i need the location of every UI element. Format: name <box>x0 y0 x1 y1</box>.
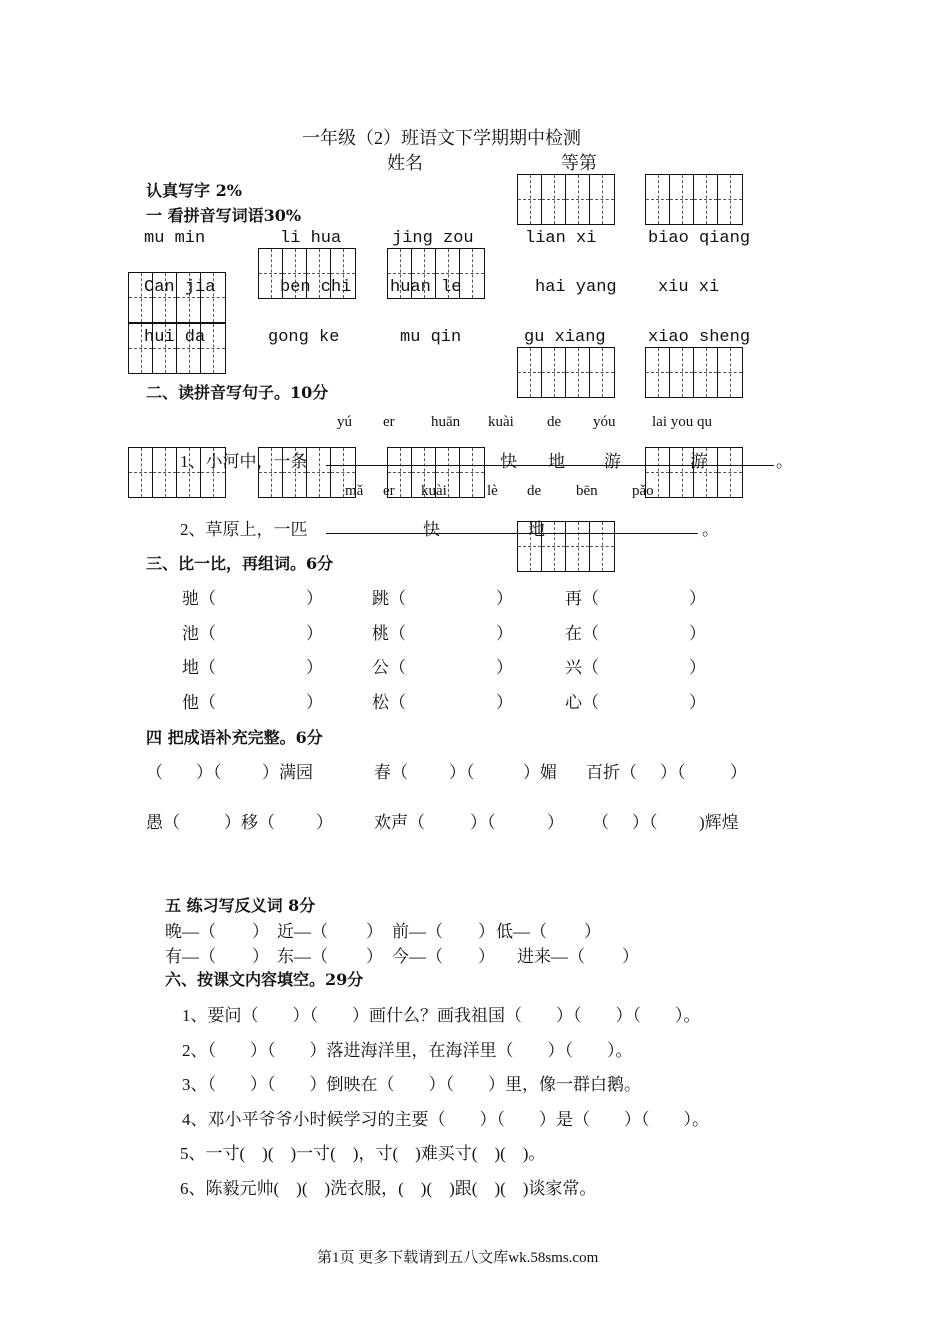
antonym-part: ） <box>584 922 601 941</box>
sentence-end: 。 <box>702 520 719 539</box>
pinyin-syllable: huān <box>431 414 461 430</box>
heading-section-2: 二、读拼音写句子。10分 <box>146 383 329 402</box>
pinyin-word: mu qin <box>400 328 462 347</box>
sentence-word: 地 <box>548 452 565 471</box>
antonym-part: 低—（ <box>496 922 547 941</box>
idiom-part: ）（ <box>660 763 686 782</box>
idiom-part: ）移（ <box>224 813 275 832</box>
idiom-part: ） <box>316 813 333 832</box>
compare-char: 在（ <box>565 624 599 643</box>
antonym-part: 晚—（ <box>165 922 216 941</box>
compare-close: ） <box>496 624 513 643</box>
writing-box[interactable] <box>645 174 743 225</box>
pinyin-word: gu xiang <box>524 328 606 347</box>
antonym-part: 进来—（ <box>517 947 585 966</box>
antonym-part: ） <box>366 947 383 966</box>
sentence-word: 地 <box>528 520 545 539</box>
compare-close: ） <box>306 589 323 608</box>
answer-line[interactable] <box>326 533 698 534</box>
antonym-part: ） <box>622 947 639 966</box>
pinyin-syllable: mǎ <box>345 483 364 499</box>
pinyin-word: Can jia <box>144 278 216 297</box>
pinyin-syllable: de <box>527 483 542 499</box>
pinyin-syllable: yú <box>337 414 352 430</box>
compare-close: ） <box>306 658 323 677</box>
pinyin-word: lian xi <box>525 229 597 248</box>
pinyin-syllable: lè <box>487 483 498 499</box>
antonym-part: 近—（ <box>277 922 328 941</box>
heading-section-6: 六、按课文内容填空。29分 <box>165 970 364 989</box>
writing-box[interactable] <box>517 347 615 398</box>
idiom-part: ） <box>547 813 564 832</box>
idiom-part: 春（ <box>374 763 408 782</box>
sentence-word: 快 <box>423 520 440 539</box>
sentence-2-start: 2、草原上，一匹 <box>180 520 308 539</box>
sentence-1-start: 1、小河中，一条 <box>180 452 308 471</box>
fill-line: 4、邓小平爷爷小时候学习的主要（ ）（ ）是（ ）（ ）。 <box>182 1110 709 1129</box>
idiom-part: （ <box>146 763 163 782</box>
pinyin-syllable: er <box>383 483 395 499</box>
compare-char: 松（ <box>372 693 406 712</box>
antonym-part: 东—（ <box>277 947 328 966</box>
pinyin-word: xiao sheng <box>648 328 751 347</box>
compare-close: ） <box>496 693 513 712</box>
antonym-part: ） <box>478 947 495 966</box>
idiom-part: ）（ <box>449 763 475 782</box>
pinyin-word: hui da <box>144 328 206 347</box>
compare-close: ） <box>689 693 706 712</box>
sentence-word: 快 <box>500 452 517 471</box>
compare-char: 地（ <box>182 658 216 677</box>
antonym-part: 有—（ <box>165 947 216 966</box>
pinyin-syllable: bēn <box>576 483 598 499</box>
pinyin-syllable: yóu <box>593 414 616 430</box>
compare-close: ） <box>306 624 323 643</box>
antonym-part: ） <box>366 922 383 941</box>
idiom-part: ）满园 <box>262 763 313 782</box>
pinyin-word: jing zou <box>392 229 474 248</box>
idiom-part: 百折（ <box>586 763 637 782</box>
compare-char: 池（ <box>182 624 216 643</box>
writing-box[interactable] <box>645 347 743 398</box>
compare-char: 公（ <box>372 658 406 677</box>
compare-char: 兴（ <box>565 658 599 677</box>
idiom-part: ） <box>730 763 747 782</box>
heading-section-3: 三、比一比，再组词。6分 <box>146 554 334 573</box>
heading-section-1: 一 看拼音写词语30% <box>146 206 302 225</box>
pinyin-word: huan le <box>390 278 462 297</box>
name-label: 姓名 <box>387 153 423 173</box>
sentence-word: 游 <box>604 452 621 471</box>
fill-line: 3、（ ）（ ）倒映在（ ）（ ）里，像一群白鹅。 <box>182 1075 641 1094</box>
pinyin-syllable: er <box>383 414 395 430</box>
antonym-part: 今—（ <box>392 947 443 966</box>
compare-char: 他（ <box>182 693 216 712</box>
fill-line: 6、陈毅元帅( )( )洗衣服，( )( )跟( )( )谈家常。 <box>180 1179 597 1198</box>
pinyin-word: ben chi <box>280 278 352 297</box>
compare-char: 心（ <box>565 693 599 712</box>
compare-close: ） <box>496 658 513 677</box>
pinyin-syllable: kuài <box>488 414 514 430</box>
compare-close: ） <box>496 589 513 608</box>
compare-char: 驰（ <box>182 589 216 608</box>
idiom-part: 欢声（ <box>374 813 425 832</box>
pinyin-word: gong ke <box>268 328 340 347</box>
pinyin-syllable: de <box>547 414 562 430</box>
idiom-part: 愚（ <box>146 813 180 832</box>
sentence-end: 。 <box>776 452 793 471</box>
heading-section-4: 四 把成语补充完整。6分 <box>146 728 323 747</box>
pinyin-word: hai yang <box>535 278 617 297</box>
compare-close: ） <box>689 658 706 677</box>
heading-writing: 认真写字 2% <box>146 181 242 200</box>
pinyin-word: xiu xi <box>658 278 720 297</box>
antonym-part: ） <box>478 922 495 941</box>
compare-char: 桃（ <box>372 624 406 643</box>
idiom-part: ）（ <box>196 763 222 782</box>
pinyin-word: li hua <box>280 229 342 248</box>
idiom-part: ）（ <box>470 813 496 832</box>
page-title: 一年级（2）班语文下学期期中检测 <box>302 128 581 148</box>
compare-close: ） <box>689 589 706 608</box>
idiom-part: （ <box>592 813 609 832</box>
compare-char: 跳（ <box>372 589 406 608</box>
compare-close: ） <box>306 693 323 712</box>
pinyin-word: mu min <box>144 229 206 248</box>
idiom-part: )辉煌 <box>699 813 739 832</box>
sentence-word: 游 <box>690 452 707 471</box>
grade-label: 等第 <box>561 153 597 173</box>
page-footer: 第1页 更多下载请到五八文库wk.58sms.com <box>317 1250 599 1266</box>
idiom-part: ）（ <box>632 813 658 832</box>
pinyin-syllable: lai you qu <box>652 414 712 430</box>
antonym-part: ） <box>252 947 269 966</box>
antonym-part: ） <box>252 922 269 941</box>
compare-char: 再（ <box>565 589 599 608</box>
heading-section-5: 五 练习写反义词 8分 <box>165 896 316 915</box>
pinyin-syllable: kuài <box>421 483 447 499</box>
pinyin-syllable: pǎo <box>632 483 654 499</box>
fill-line: 1、要问（ ）（ ）画什么？画我祖国（ ）（ ）（ ）。 <box>182 1006 701 1025</box>
idiom-part: ）媚 <box>523 763 557 782</box>
writing-box[interactable] <box>517 174 615 225</box>
fill-line: 5、一寸( )( )一寸( )，寸( )难买寸( )( )。 <box>180 1144 546 1163</box>
fill-line: 2、（ ）（ ）落进海洋里，在海洋里（ ）（ ）。 <box>182 1041 633 1060</box>
antonym-part: 前—（ <box>392 922 443 941</box>
compare-close: ） <box>689 624 706 643</box>
pinyin-word: biao qiang <box>648 229 751 248</box>
